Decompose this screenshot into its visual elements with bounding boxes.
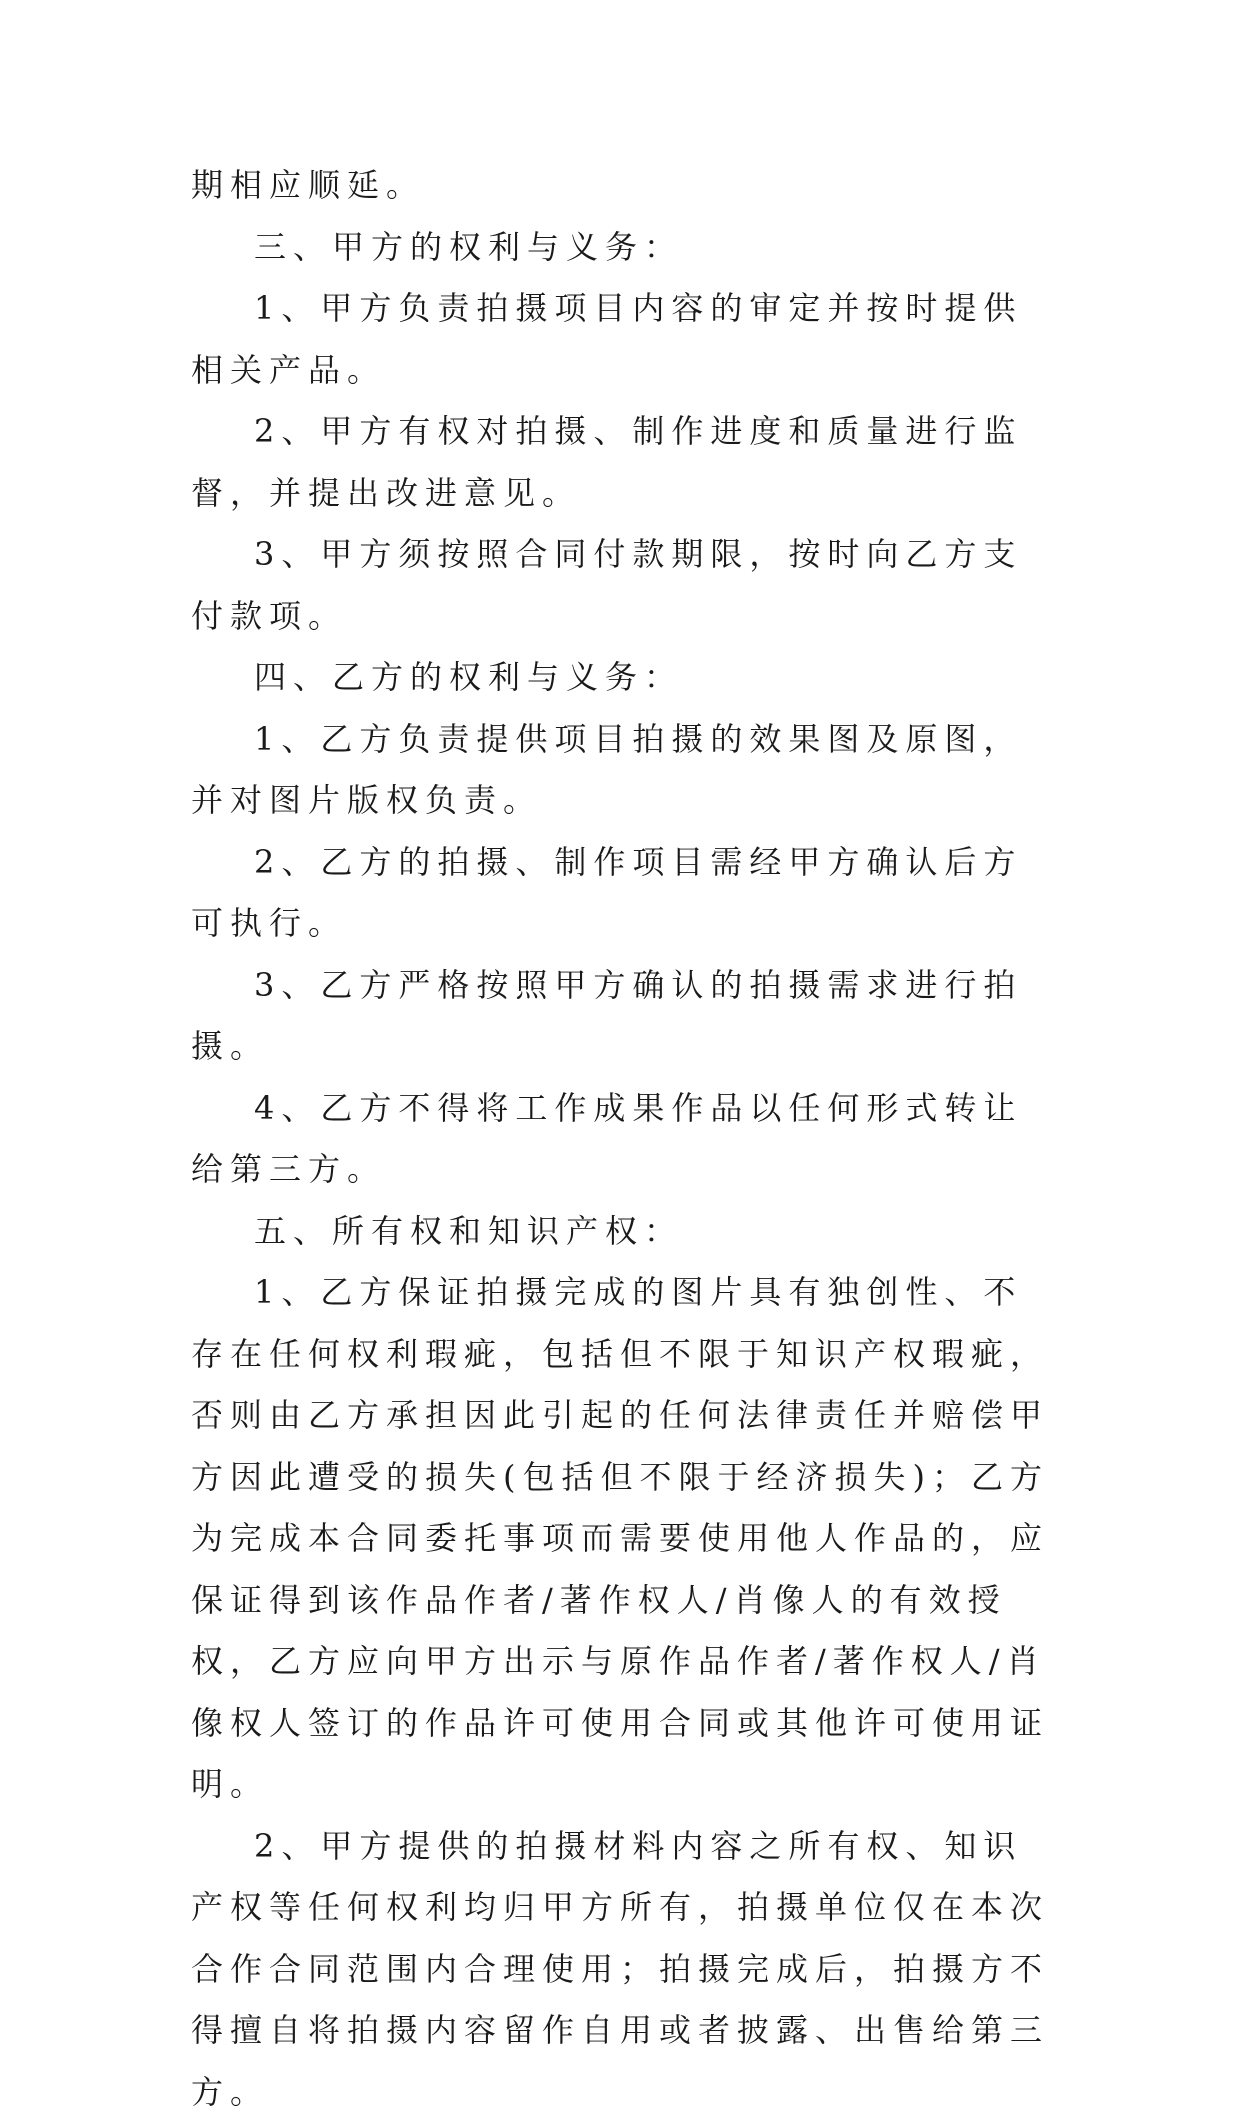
clause-b-1: 1、乙方负责提供项目拍摄的效果图及原图，并对图片版权负责。	[191, 709, 1061, 832]
section-heading-ownership: 五、所有权和知识产权：	[191, 1201, 1061, 1263]
clause-b-2: 2、乙方的拍摄、制作项目需经甲方确认后方可执行。	[191, 832, 1061, 955]
clause-a-1: 1、甲方负责拍摄项目内容的审定并按时提供相关产品。	[191, 278, 1061, 401]
clause-ownership-2: 2、甲方提供的拍摄材料内容之所有权、知识产权等任何权利均归甲方所有，拍摄单位仅在本次合作合同范围内合理使用；拍摄完成后，拍摄方不得擅自将拍摄内容留作自用或者披露、出售给第三方。	[191, 1816, 1061, 2123]
clause-b-4: 4、乙方不得将工作成果作品以任何形式转让给第三方。	[191, 1078, 1061, 1201]
clause-ownership-1: 1、乙方保证拍摄完成的图片具有独创性、不存在任何权利瑕疵，包括但不限于知识产权瑕疵，否则由乙方承担因此引起的任何法律责任并赔偿甲方因此遭受的损失(包括但不限于经济损失)；乙方为完成本合同委托事项而需要使用他人作品的，应保证得到该作品作者/著作权人/肖像人的有效授权，乙方应向甲方出示与原作品作者/著作权人/肖像权人签订的作品许可使用合同或其他许可使用证明。	[191, 1262, 1061, 1816]
section-heading-party-b: 四、乙方的权利与义务：	[191, 647, 1061, 709]
section-heading-party-a: 三、甲方的权利与义务：	[191, 217, 1061, 279]
document-body	[191, 155, 1061, 2123]
clause-b-3: 3、乙方严格按照甲方确认的拍摄需求进行拍摄。	[191, 955, 1061, 1078]
paragraph-continuation: 期相应顺延。	[191, 155, 1061, 217]
clause-a-3: 3、甲方须按照合同付款期限，按时向乙方支付款项。	[191, 524, 1061, 647]
clause-a-2: 2、甲方有权对拍摄、制作进度和质量进行监督，并提出改进意见。	[191, 401, 1061, 524]
